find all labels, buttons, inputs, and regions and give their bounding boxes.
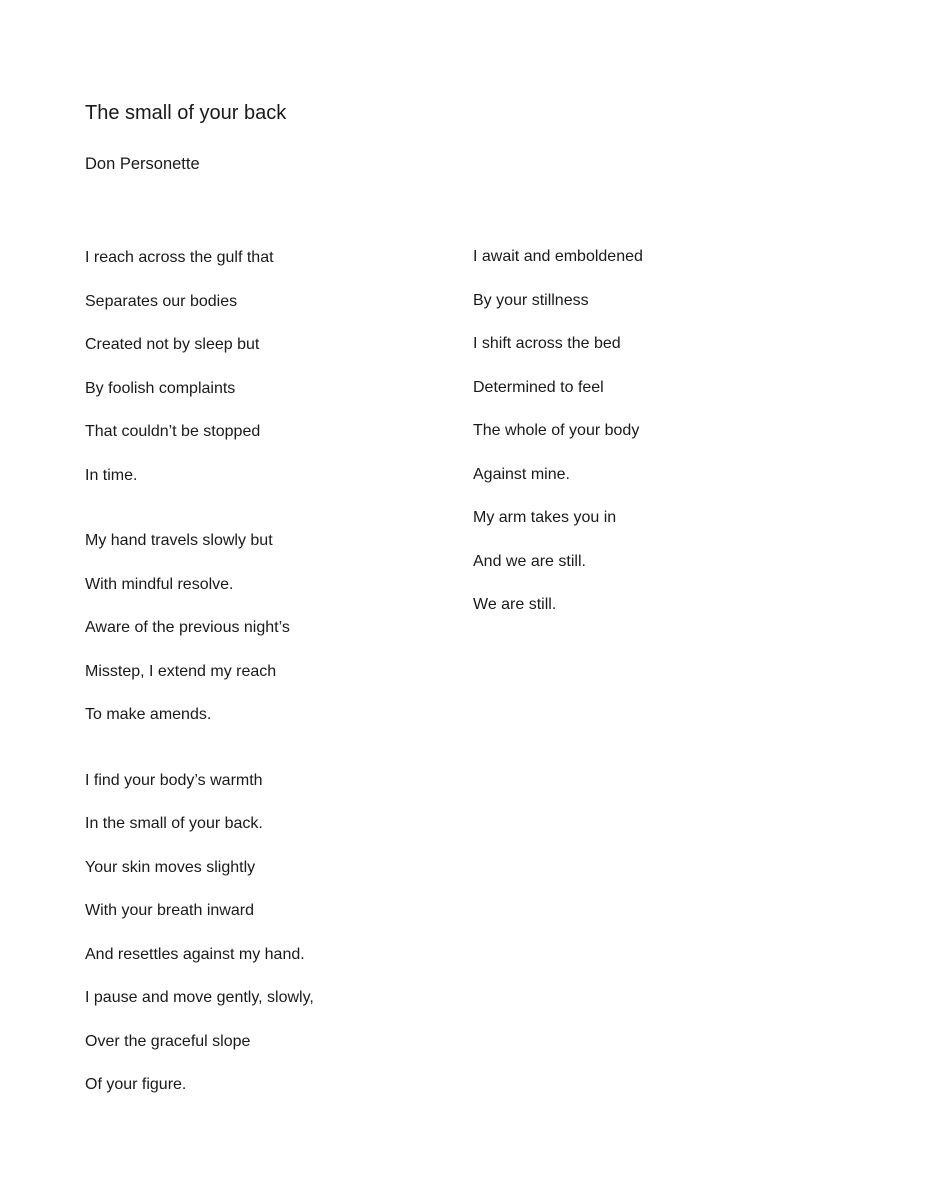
poem-line: My hand travels slowly but xyxy=(85,532,273,549)
stanza xyxy=(85,770,314,1097)
stanza xyxy=(85,530,314,726)
poem-line: By foolish complaints xyxy=(85,379,236,397)
poem-line: I shift across the bed xyxy=(473,335,621,352)
poem-line: The whole of your body xyxy=(473,422,640,439)
poem-line: My arm takes you in xyxy=(473,509,617,526)
poem-line: Misstep, I extend my reach xyxy=(85,662,277,680)
poem-line: Created not by sleep but xyxy=(85,336,260,353)
poem-line: And we are still. xyxy=(473,552,586,570)
stanza xyxy=(85,247,314,487)
poem-left-column xyxy=(85,247,314,1096)
poem-line: I reach across the gulf that xyxy=(85,249,274,266)
poem-line: Of your figure. xyxy=(85,1076,187,1093)
poem-right-column xyxy=(473,246,643,616)
poem-line: In the small of your back. xyxy=(85,815,263,832)
poem-line: I pause and move gently, slowly, xyxy=(85,989,314,1006)
poem-title: The small of your back xyxy=(85,102,287,124)
poem-line: To make amends. xyxy=(85,706,212,723)
poem-line: I await and emboldened xyxy=(473,248,643,265)
poem-line: In time. xyxy=(85,466,138,484)
poem-line: With your breath inward xyxy=(85,902,254,919)
poem-line: By your stillness xyxy=(473,291,589,309)
poem-line: I find your body’s warmth xyxy=(85,771,263,789)
poem-line: Your skin moves slightly xyxy=(85,858,256,876)
poem-line: And resettles against my hand. xyxy=(85,945,305,963)
poem-line: With mindful resolve. xyxy=(85,575,234,593)
poem-line: Separates our bodies xyxy=(85,292,238,310)
poem-line: That couldn’t be stopped xyxy=(85,423,261,440)
poem-line: Over the graceful slope xyxy=(85,1032,251,1050)
stanza xyxy=(473,246,643,616)
poem-line: Determined to feel xyxy=(473,378,604,396)
poem-author: Don Personette xyxy=(85,155,200,173)
poem-line: We are still. xyxy=(473,596,557,613)
poem-line: Aware of the previous night’s xyxy=(85,619,290,636)
poem-line: Against mine. xyxy=(473,465,570,483)
